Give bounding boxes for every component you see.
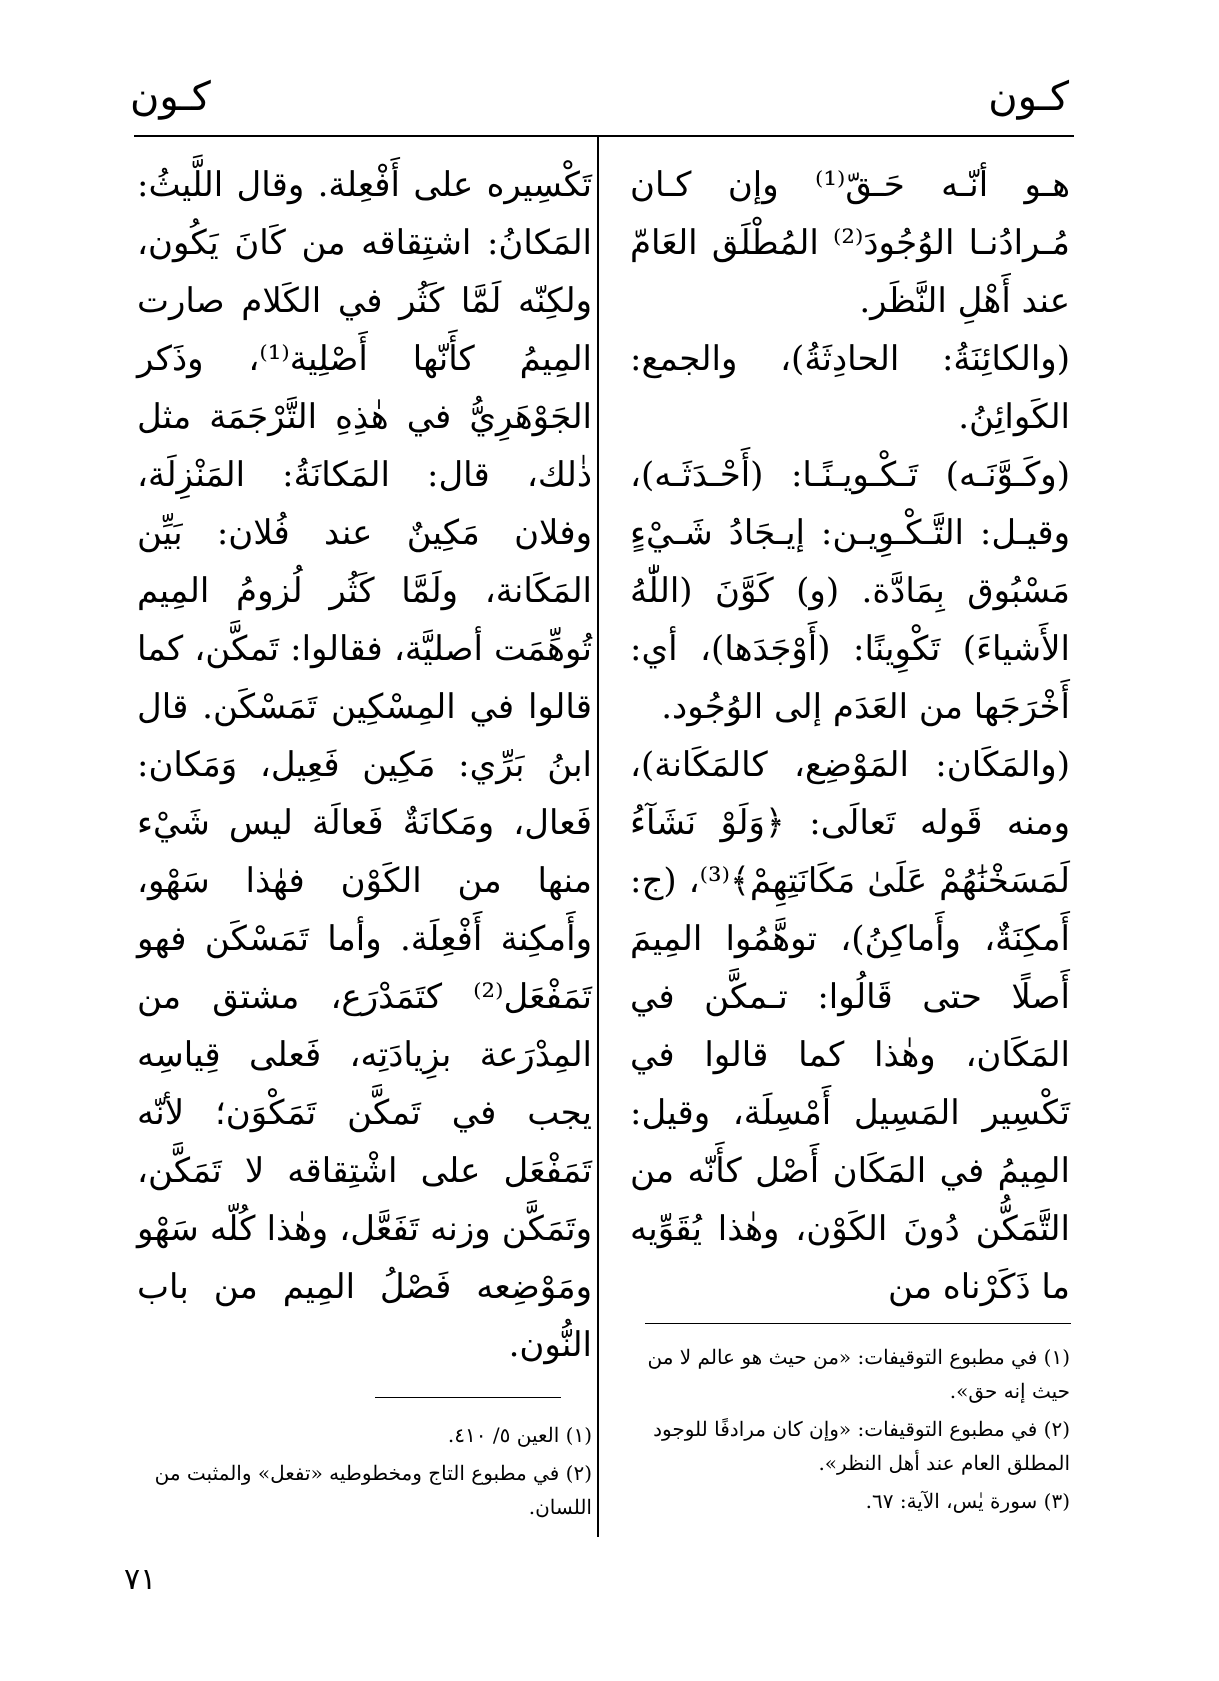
column-divider — [597, 137, 599, 1537]
footnote: (٣) سورة يٰس، الآية: ٦٧. — [865, 1489, 1070, 1513]
header-rule — [134, 135, 1074, 137]
paragraph: (وكَـوَّنَـه) تَـكْـويـنًـا: (أَحْـدَثَـه)، وقيـل: التَّـكْـوِيـن: إيـجَادُ شَـيْءٍ مَسْبُوق بِمَادَّة. (و) كَوَّنَ (اللّٰهُ الأَشياءَ) تَكْوِينًا: (أَوْجَدَها)، أي: أَخْرَجَها من العَدَم إلى الوُجُود. — [630, 455, 1070, 727]
page-number: ٧١ — [124, 1562, 157, 1597]
footnote-rule-right — [645, 1323, 1071, 1324]
left-column-text — [137, 156, 592, 1374]
right-column-text — [630, 156, 1070, 1316]
footnotes-right — [630, 1340, 1070, 1522]
running-header-right: كـون — [988, 74, 1069, 120]
paragraph: (والكائِنَةُ: الحادِثَةُ)، والجمع: الكَوائِنُ. — [630, 339, 1070, 437]
footnote-rule-left — [375, 1397, 561, 1398]
footnote: (١) في مطبوع التوقيفات: «من حيث هو عالم لا من حيث إنه حق». — [647, 1345, 1070, 1403]
footnote: (٢) في مطبوع التوقيفات: «وإن كان مرادفًا للوجود المطلق العام عند أهل النظر». — [653, 1417, 1070, 1475]
footnote: (١) العين ٥/ ٤١٠. — [447, 1423, 592, 1447]
paragraph: (والمَكَان: المَوْضِع، كالمَكَانة)، ومنه قَوله تَعالَى: ﴿وَلَوْ نَشَآءُ لَمَسَخْنَٰهُمْ عَلَىٰ مَكَانَتِهِمْ﴾⁽³⁾، (ج: أَمكِنَةٌ، وأَماكِنُ)، توهَّمُوا المِيمَ أَصلًا حتى قَالُوا: تـمكَّن في المَكَان، وهٰذا كما قالوا في تَكْسِير المَسِيل أَمْسِلَة، وقيل: المِيمُ في المَكَان أَصْل كأَنّه من التَّمَكُّن دُونَ الكَوْن، وهٰذا يُقَوِّيه ما ذَكَرْناه من — [630, 745, 1070, 1307]
running-header-left: كـون — [130, 74, 211, 120]
paragraph: تَكْسِيره على أَفْعِلة. وقال اللَّيثُ: المَكانُ: اشتِقاقه من كَانَ يَكُون، ولكِنّه لَمَّا كَثُر في الكَلام صارت المِيمُ كأَنّها أَصْلِية⁽¹⁾، وذَكر الجَوْهَرِيُّ في هٰذِهِ التَّرْجَمَة مثل ذٰلك، قال: المَكانَةُ: المَنْزِلَة، وفلان مَكِينٌ عند فُلان: بَيِّن المَكَانة، ولَمَّا كَثُر لُزومُ المِيم تُوهِّمَت أصليَّة، فقالوا: تَمكَّن، كما قالوا في المِسْكِين تَمَسْكَن. قال ابنُ بَرِّي: مَكِين فَعِيل، وَمَكان: فَعال، ومَكانَةٌ فَعالَة ليس شَيْء منها من الكَوْن فهٰذا سَهْو، وأَمكِنة أَفْعِلَة. وأما تَمَسْكَن فهو تَمَفْعَل⁽²⁾ كتَمَدْرَع، مشتق من المِدْرَعة بزِيادَتِه، فَعلى قِياسِه يجب في تَمكَّن تَمَكْوَن؛ لأنّه تَمَفْعَل على اشْتِقاقه لا تَمَكَّن، وتَمَكَّن وزنه تَفَعَّل، وهٰذا كُلّه سَهْو ومَوْضِعه فَصْلُ المِيم من باب النُّون. — [137, 165, 593, 1365]
footnotes-left — [137, 1418, 592, 1528]
footnote: (٢) في مطبوع التاج ومخطوطيه «تفعل» والمثبت من اللسان. — [154, 1461, 592, 1519]
paragraph: هـو أنّـه حَـقّ⁽¹⁾ وإن كـان مُـرادُنـا الوُجُودَ⁽²⁾ المُطْلَق العَامّ عند أَهْلِ النَّظَر. — [630, 165, 1070, 321]
